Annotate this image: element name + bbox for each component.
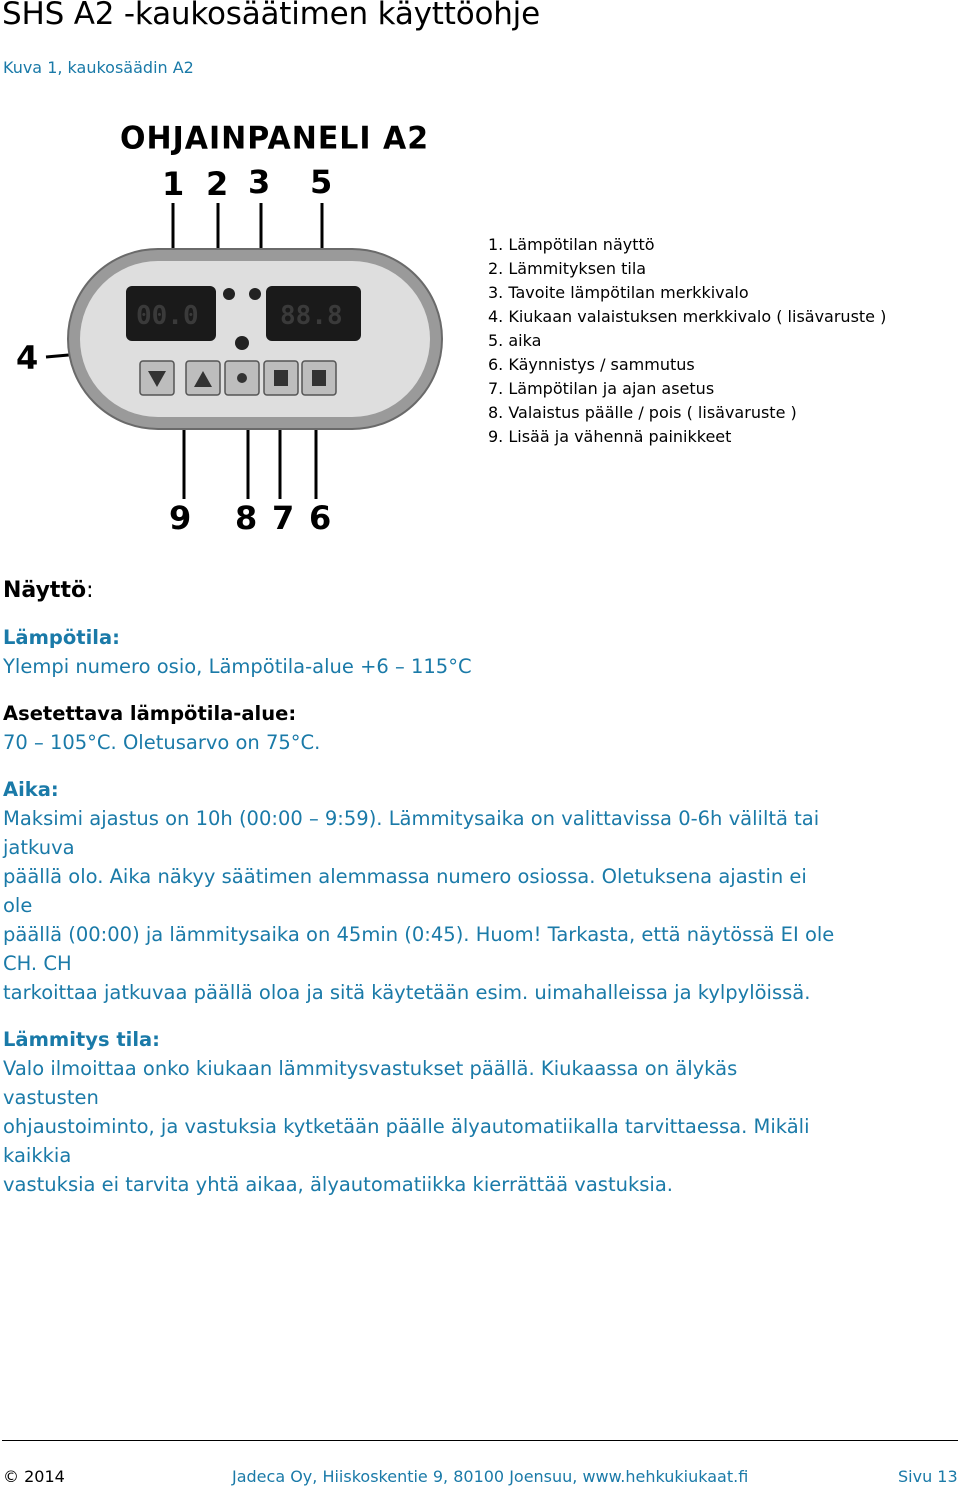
footer-page-number: Sivu 13	[898, 1467, 958, 1486]
naytto-heading-text: Näyttö	[3, 578, 87, 603]
naytto-heading-colon: :	[86, 578, 94, 603]
aika-line: päällä olo. Aika näkyy säätimen alemmassa numero osiossa. Oletuksena ajastin ei	[3, 865, 807, 888]
legend-item: 9. Lisää ja vähennä painikkeet	[488, 427, 732, 446]
aika-line: CH. CH	[3, 952, 72, 975]
callout-number-9: 9	[169, 499, 192, 537]
callout-number-6: 6	[309, 499, 332, 537]
section-heading-alue: Asetettava lämpötila-alue:	[3, 702, 297, 725]
aika-line: Maksimi ajastus on 10h (00:00 – 9:59). Lämmitysaika on valittavissa 0-6h väliltä tai	[3, 807, 820, 830]
legend-item: 3. Tavoite lämpötilan merkkivalo	[488, 283, 749, 302]
callout-number-8: 8	[235, 499, 258, 537]
legend-item: 4. Kiukaan valaistuksen merkkivalo ( lisävaruste )	[488, 307, 887, 326]
lammitys-line: Valo ilmoittaa onko kiukaan lämmitysvastukset päällä. Kiukaassa on älykäs	[3, 1057, 738, 1080]
legend-item: 8. Valaistus päälle / pois ( lisävaruste )	[488, 403, 797, 422]
legend-item: 2. Lämmityksen tila	[488, 259, 647, 278]
callout-number-1: 1	[162, 165, 185, 203]
callout-number-5: 5	[310, 163, 333, 201]
callout-number-4: 4	[16, 339, 39, 377]
time-display-readout: 88.8	[280, 301, 343, 331]
aika-line: päällä (00:00) ja lämmitysaika on 45min (0:45). Huom! Tarkasta, että näytössä EI ole	[3, 923, 835, 946]
legend-item: 6. Käynnistys / sammutus	[488, 355, 695, 374]
aika-line: ole	[3, 894, 33, 917]
control-panel-drawing	[16, 121, 456, 531]
legend-item: 7. Lämpötilan ja ajan asetus	[488, 379, 715, 398]
control-panel-figure	[16, 120, 926, 537]
aika-line: tarkoittaa jatkuvaa päällä oloa ja sitä käytetään esim. uimahalleissa ja kylpylöissä.	[3, 981, 811, 1004]
callout-number-7: 7	[272, 499, 295, 537]
lammitys-line: ohjaustoiminto, ja vastuksia kytketään päälle älyautomatiikalla tarvittaessa. Mikäli	[3, 1115, 810, 1138]
aika-line: jatkuva	[3, 836, 75, 859]
callout-number-2: 2	[206, 165, 229, 203]
document-body	[3, 576, 953, 1199]
legend-item: 5. aika	[488, 331, 542, 350]
section-heading-lammitys: Lämmitys tila:	[3, 1028, 160, 1051]
document-title: SHS A2 -kaukosäätimen käyttöohje	[2, 0, 540, 32]
temperature-display-readout: 00.0	[136, 301, 199, 331]
lammitys-line: kaikkia	[3, 1144, 72, 1167]
figure-legend	[488, 233, 886, 449]
lammitys-line: vastusten	[3, 1086, 99, 1109]
lammitys-line: vastuksia ei tarvita yhtä aikaa, älyautomatiikka kierrättää vastuksia.	[3, 1173, 673, 1196]
section-heading-naytto	[3, 576, 953, 605]
section-heading-aika: Aika:	[3, 778, 59, 801]
section-heading-lampotila: Lämpötila:	[3, 626, 120, 649]
figure-caption: Kuva 1, kaukosäädin A2	[3, 58, 194, 77]
lampotila-text: Ylempi numero osio, Lämpötila-alue +6 – 115°C	[3, 655, 472, 678]
footer-copyright: © 2014	[3, 1467, 65, 1486]
legend-item: 1. Lämpötilan näyttö	[488, 235, 655, 254]
footer-divider	[2, 1440, 958, 1441]
alue-text: 70 – 105°C. Oletusarvo on 75°C.	[3, 731, 321, 754]
figure-heading: OHJAINPANELI A2	[120, 120, 430, 157]
footer-company: Jadeca Oy, Hiiskoskentie 9, 80100 Joensuu, www.hehkukiukaat.fi	[232, 1467, 749, 1486]
callout-number-3: 3	[248, 163, 271, 201]
